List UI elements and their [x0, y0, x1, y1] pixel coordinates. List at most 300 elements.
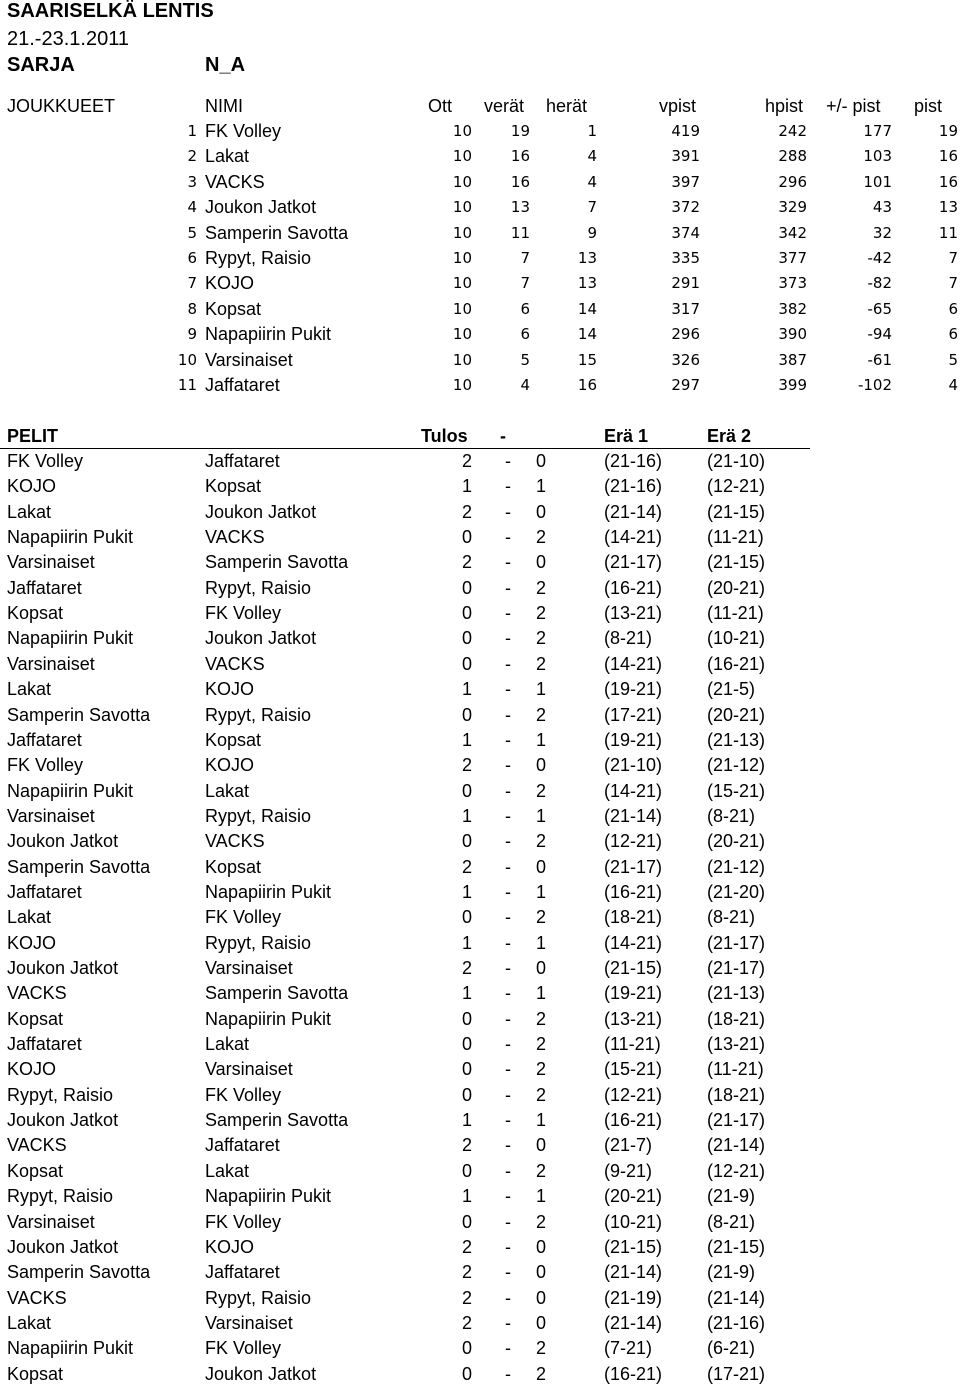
game-row: [0, 931, 960, 956]
game-home-team: Samperin Savotta: [7, 1262, 151, 1283]
col-hpist: hpist: [765, 96, 804, 116]
game-set1-score: (16-21): [604, 1363, 663, 1384]
game-away-sets: 0: [536, 958, 547, 978]
standings-row: [0, 195, 960, 220]
game-home-team: Joukon Jatkot: [7, 958, 119, 978]
game-away-team: Rypyt, Raisio: [205, 932, 312, 953]
game-score-dash: -: [505, 1110, 511, 1131]
game-set2-score: (21-14): [707, 1287, 766, 1308]
game-away-sets: 1: [536, 881, 547, 902]
game-set2-score: (21-17): [707, 1110, 766, 1131]
standings-vpist: 296: [671, 325, 700, 344]
standings-rank: 10: [177, 350, 197, 369]
game-set1-score: (11-21): [604, 1034, 661, 1055]
game-set2-score: (16-21): [707, 653, 766, 674]
standings-hpist: 399: [778, 376, 807, 394]
game-set1-score: (21-17): [604, 552, 663, 573]
game-score-dash: -: [505, 527, 511, 548]
game-home-sets: 1: [461, 932, 472, 953]
game-set1-score: (20-21): [604, 1186, 663, 1207]
game-row: [0, 1311, 960, 1336]
col-era2: Erä 2: [707, 426, 752, 446]
game-set1-score: (14-21): [604, 932, 663, 953]
game-away-sets: 2: [536, 1211, 547, 1232]
game-home-team: Kopsat: [7, 1363, 64, 1384]
standings-team-name: Joukon Jatkot: [205, 197, 317, 218]
game-home-sets: 1: [461, 476, 472, 497]
game-away-team: VACKS: [205, 527, 265, 548]
standings-team-name: Kopsat: [205, 298, 262, 319]
standings-hpist: 373: [778, 274, 807, 293]
game-home-sets: 0: [461, 1160, 472, 1181]
game-home-team: VACKS: [7, 1135, 67, 1156]
standings-plusminus: 177: [863, 122, 892, 140]
game-set2-score: (8-21): [707, 805, 756, 826]
standings-rank: 7: [187, 274, 197, 293]
game-home-sets: 0: [461, 1008, 472, 1029]
game-home-sets: 1: [461, 679, 472, 700]
game-set1-score: (14-21): [604, 527, 663, 548]
game-set2-score: (21-9): [707, 1262, 756, 1283]
game-set1-score: (10-21): [604, 1211, 663, 1232]
game-away-team: Rypyt, Raisio: [205, 805, 312, 826]
game-set1-score: (21-17): [604, 856, 663, 877]
game-score-dash: -: [505, 704, 511, 725]
standings-rank: 8: [187, 299, 197, 318]
standings-pist: 19: [938, 122, 958, 140]
game-row: [0, 1260, 960, 1285]
game-home-sets: 0: [461, 1059, 472, 1080]
game-home-team: Napapiirin Pukit: [7, 780, 134, 801]
game-set2-score: (18-21): [707, 1008, 766, 1029]
game-score-dash: -: [505, 881, 511, 902]
game-home-team: KOJO: [7, 1059, 57, 1080]
game-score-dash: -: [505, 1236, 511, 1257]
standings-plusminus: 32: [872, 223, 892, 242]
game-set2-score: (12-21): [707, 1160, 766, 1181]
game-home-sets: 1: [461, 1110, 472, 1131]
standings-plusminus: -82: [867, 274, 892, 293]
game-row: [0, 1184, 960, 1209]
game-home-team: Varsinaiset: [7, 653, 95, 674]
game-score-dash: -: [505, 653, 511, 674]
standings-row: [0, 322, 960, 347]
game-home-team: Joukon Jatkot: [7, 1236, 119, 1257]
standings-hpist: 242: [778, 122, 807, 140]
standings-rank: 3: [187, 172, 197, 191]
game-home-team: Kopsat: [7, 603, 64, 624]
game-set2-score: (21-5): [707, 679, 756, 700]
game-away-team: VACKS: [205, 653, 265, 674]
col-pist: pist: [914, 96, 943, 116]
game-score-dash: -: [505, 983, 511, 1004]
game-set2-score: (21-10): [707, 451, 766, 471]
game-row: [0, 1336, 960, 1361]
game-away-sets: 0: [536, 501, 547, 522]
game-set1-score: (19-21): [604, 729, 663, 750]
game-home-team: Lakat: [7, 1312, 52, 1333]
game-set2-score: (10-21): [707, 628, 766, 649]
standings-verat: 13: [510, 198, 530, 217]
game-home-team: Napapiirin Pukit: [7, 527, 134, 548]
game-away-team: Joukon Jatkot: [205, 628, 317, 649]
game-set2-score: (21-13): [707, 983, 766, 1004]
game-score-dash: -: [505, 1084, 511, 1105]
game-score-dash: -: [505, 1034, 511, 1055]
game-set2-score: (21-15): [707, 552, 766, 573]
game-set2-score: (20-21): [707, 704, 766, 725]
game-set1-score: (21-7): [604, 1135, 653, 1156]
col-verat: verät: [484, 96, 525, 116]
game-score-dash: -: [505, 1338, 511, 1359]
game-set2-score: (17-21): [707, 1363, 766, 1384]
game-score-dash: -: [505, 1312, 511, 1333]
standings-ott: 10: [452, 350, 472, 369]
game-home-team: Samperin Savotta: [7, 704, 151, 725]
standings-plusminus: -42: [867, 249, 892, 267]
game-row: [0, 677, 960, 702]
game-row: [0, 550, 960, 575]
game-home-team: Varsinaiset: [7, 1211, 95, 1232]
game-away-team: Napapiirin Pukit: [205, 1008, 332, 1029]
game-row: [0, 1007, 960, 1032]
standings-row: [0, 246, 960, 271]
game-score-dash: -: [505, 831, 511, 852]
game-home-sets: 0: [461, 527, 472, 548]
game-home-team: Kopsat: [7, 1160, 64, 1181]
standings-header: [0, 94, 960, 119]
game-away-sets: 0: [536, 1135, 547, 1156]
standings-rank: 9: [187, 325, 197, 344]
game-score-dash: -: [505, 628, 511, 649]
game-score-dash: -: [505, 1160, 511, 1181]
game-home-team: FK Volley: [7, 755, 84, 776]
game-home-sets: 2: [461, 958, 472, 978]
standings-vpist: 335: [671, 249, 700, 267]
standings-hpist: 288: [778, 147, 807, 166]
game-home-team: Jaffataret: [7, 729, 82, 750]
col-dash: -: [500, 426, 506, 446]
game-set2-score: (21-16): [707, 1312, 766, 1333]
standings-verat: 4: [520, 376, 530, 394]
game-home-team: Joukon Jatkot: [7, 1110, 119, 1131]
game-home-team: FK Volley: [7, 451, 84, 471]
standings-pist: 4: [948, 376, 958, 394]
game-row: [0, 779, 960, 804]
game-away-sets: 1: [536, 679, 547, 700]
standings-hpist: 382: [778, 299, 807, 318]
game-home-team: Varsinaiset: [7, 552, 95, 573]
game-away-sets: 2: [536, 1008, 547, 1029]
game-set2-score: (21-14): [707, 1135, 766, 1156]
game-home-sets: 0: [461, 1084, 472, 1105]
game-home-sets: 0: [461, 603, 472, 624]
col-joukkueet: JOUKKUEET: [7, 96, 116, 116]
game-home-sets: 2: [461, 451, 472, 471]
game-away-sets: 2: [536, 1084, 547, 1105]
game-set2-score: (8-21): [707, 1211, 756, 1232]
game-set1-score: (13-21): [604, 1008, 663, 1029]
standings-team-name: Varsinaiset: [205, 349, 293, 370]
standings-row: [0, 170, 960, 195]
game-home-sets: 2: [461, 501, 472, 522]
game-set1-score: (21-15): [604, 958, 663, 978]
game-row: [0, 981, 960, 1006]
standings-herat: 16: [577, 376, 597, 394]
game-home-team: VACKS: [7, 983, 67, 1004]
game-home-sets: 0: [461, 1338, 472, 1359]
game-away-sets: 2: [536, 1338, 547, 1359]
game-set2-score: (21-15): [707, 1236, 766, 1257]
game-away-sets: 2: [536, 653, 547, 674]
standings-pist: 7: [948, 249, 958, 267]
game-set2-score: (20-21): [707, 577, 766, 598]
game-away-sets: 2: [536, 704, 547, 725]
standings-vpist: 297: [671, 376, 700, 394]
game-set1-score: (13-21): [604, 603, 663, 624]
game-home-sets: 1: [461, 1186, 472, 1207]
game-away-team: Rypyt, Raisio: [205, 1287, 312, 1308]
game-set2-score: (13-21): [707, 1034, 766, 1055]
standings-row: [0, 221, 960, 246]
standings-row: [0, 373, 960, 398]
standings-verat: 16: [510, 172, 530, 191]
game-away-sets: 2: [536, 1363, 547, 1384]
standings-plusminus: 103: [863, 147, 892, 166]
game-home-team: Jaffataret: [7, 577, 82, 598]
col-herat: herät: [546, 96, 588, 116]
game-home-sets: 2: [461, 1312, 472, 1333]
game-away-team: Kopsat: [205, 729, 262, 750]
game-set2-score: (21-17): [707, 958, 766, 978]
game-away-team: Kopsat: [205, 476, 262, 497]
col-tulos: Tulos: [421, 426, 468, 446]
game-set1-score: (16-21): [604, 577, 663, 598]
game-home-sets: 2: [461, 1262, 472, 1283]
game-home-sets: 0: [461, 653, 472, 674]
game-set1-score: (21-19): [604, 1287, 663, 1308]
game-away-team: Napapiirin Pukit: [205, 881, 332, 902]
game-set1-score: (8-21): [604, 628, 653, 649]
game-row: [0, 1210, 960, 1235]
game-set1-score: (12-21): [604, 1084, 663, 1105]
game-away-team: Joukon Jatkot: [205, 501, 317, 522]
standings-plusminus: -61: [867, 350, 892, 369]
event-title: SAARISELKÄ LENTIS: [7, 0, 214, 22]
game-away-team: Jaffataret: [205, 1262, 280, 1283]
game-row: [0, 1032, 960, 1057]
standings-team-name: Samperin Savotta: [205, 222, 349, 243]
game-home-sets: 2: [461, 1236, 472, 1257]
game-home-team: Napapiirin Pukit: [7, 628, 134, 649]
standings-pist: 11: [938, 223, 958, 242]
game-away-sets: 0: [536, 755, 547, 776]
game-home-team: Rypyt, Raisio: [7, 1186, 114, 1207]
game-row: [0, 703, 960, 728]
game-away-sets: 1: [536, 1110, 547, 1131]
game-score-dash: -: [505, 729, 511, 750]
standings-herat: 14: [577, 299, 597, 318]
game-set1-score: (9-21): [604, 1160, 653, 1181]
game-score-dash: -: [505, 679, 511, 700]
game-score-dash: -: [505, 501, 511, 522]
standings-hpist: 390: [778, 325, 807, 344]
game-away-sets: 2: [536, 1034, 547, 1055]
col-pelit: PELIT: [7, 426, 59, 446]
game-away-sets: 1: [536, 1186, 547, 1207]
game-away-sets: 2: [536, 907, 547, 928]
game-away-sets: 0: [536, 1236, 547, 1257]
game-set2-score: (11-21): [707, 603, 764, 624]
game-score-dash: -: [505, 451, 511, 471]
game-row: [0, 652, 960, 677]
game-away-team: Rypyt, Raisio: [205, 577, 312, 598]
game-row: [0, 1286, 960, 1311]
game-home-sets: 0: [461, 831, 472, 852]
game-row: [0, 829, 960, 854]
game-row: [0, 525, 960, 550]
standings-row: [0, 297, 960, 322]
game-row: [0, 880, 960, 905]
game-set1-score: (14-21): [604, 780, 663, 801]
game-away-team: FK Volley: [205, 907, 282, 928]
game-row: [0, 474, 960, 499]
game-set1-score: (7-21): [604, 1338, 653, 1359]
games-header: [0, 424, 960, 449]
game-away-sets: 0: [536, 552, 547, 573]
standings-team-name: KOJO: [205, 273, 255, 294]
game-set1-score: (21-10): [604, 755, 663, 776]
standings-rank: 5: [187, 223, 197, 242]
game-away-sets: 2: [536, 780, 547, 801]
standings-verat: 5: [520, 350, 530, 369]
game-score-dash: -: [505, 1363, 511, 1384]
standings-herat: 14: [577, 325, 597, 344]
game-home-team: Napapiirin Pukit: [7, 1338, 134, 1359]
game-away-team: Samperin Savotta: [205, 983, 349, 1004]
standings-vpist: 374: [671, 223, 700, 242]
standings-plusminus: -94: [867, 325, 892, 344]
game-away-team: Varsinaiset: [205, 1059, 293, 1080]
game-away-team: FK Volley: [205, 1211, 282, 1232]
standings-verat: 11: [510, 223, 530, 242]
standings-row: [0, 144, 960, 169]
game-home-team: Varsinaiset: [7, 805, 95, 826]
game-row: [0, 601, 960, 626]
game-set2-score: (12-21): [707, 476, 766, 497]
game-score-dash: -: [505, 1262, 511, 1283]
game-set2-score: (21-12): [707, 755, 766, 776]
standings-ott: 10: [452, 376, 472, 394]
standings-vpist: 397: [671, 172, 700, 191]
game-home-sets: 0: [461, 1363, 472, 1384]
game-home-sets: 0: [461, 780, 472, 801]
game-home-sets: 0: [461, 1211, 472, 1232]
game-away-sets: 2: [536, 1059, 547, 1080]
standings-team-name: Napapiirin Pukit: [205, 324, 332, 345]
game-away-team: Samperin Savotta: [205, 1110, 349, 1131]
game-set1-score: (14-21): [604, 653, 663, 674]
game-set2-score: (11-21): [707, 1059, 764, 1080]
standings-row: [0, 271, 960, 296]
standings-ott: 10: [452, 172, 472, 191]
game-home-team: Kopsat: [7, 1008, 64, 1029]
game-away-sets: 0: [536, 1287, 547, 1308]
standings-pist: 13: [938, 198, 958, 217]
game-set1-score: (15-21): [604, 1059, 663, 1080]
game-home-sets: 0: [461, 1034, 472, 1055]
game-score-dash: -: [505, 603, 511, 624]
game-row: [0, 1235, 960, 1260]
standings-vpist: 317: [671, 299, 700, 318]
game-away-team: KOJO: [205, 679, 255, 700]
game-set2-score: (21-13): [707, 729, 766, 750]
game-row: [0, 1133, 960, 1158]
game-away-sets: 2: [536, 1160, 547, 1181]
game-away-team: Lakat: [205, 1034, 250, 1055]
game-score-dash: -: [505, 755, 511, 776]
game-set1-score: (16-21): [604, 1110, 663, 1131]
standings-plusminus: 101: [863, 172, 892, 191]
standings-verat: 6: [520, 325, 530, 344]
col-nimi: NIMI: [205, 96, 243, 116]
standings-team-name: FK Volley: [205, 121, 282, 141]
standings-pist: 16: [938, 172, 958, 191]
game-score-dash: -: [505, 805, 511, 826]
game-row: [0, 626, 960, 651]
game-home-sets: 2: [461, 552, 472, 573]
standings-herat: 13: [577, 249, 597, 267]
standings-ott: 10: [452, 122, 472, 140]
game-home-sets: 0: [461, 704, 472, 725]
game-away-sets: 1: [536, 932, 547, 953]
game-home-sets: 1: [461, 983, 472, 1004]
game-score-dash: -: [505, 1008, 511, 1029]
standings-row: [0, 119, 960, 144]
series-label: SARJA: [7, 54, 75, 76]
standings-verat: 19: [510, 122, 530, 140]
game-set2-score: (21-17): [707, 932, 766, 953]
game-away-sets: 0: [536, 451, 547, 471]
standings-pist: 5: [948, 350, 958, 369]
game-score-dash: -: [505, 1186, 511, 1207]
game-away-sets: 0: [536, 856, 547, 877]
game-away-sets: 1: [536, 805, 547, 826]
game-home-team: Joukon Jatkot: [7, 831, 119, 852]
standings-plusminus: 43: [872, 198, 892, 217]
game-set1-score: (21-14): [604, 1262, 663, 1283]
standings-plusminus: -102: [857, 376, 892, 394]
game-away-team: Lakat: [205, 1160, 250, 1181]
standings-hpist: 387: [778, 350, 807, 369]
game-away-team: Lakat: [205, 780, 250, 801]
game-home-team: Samperin Savotta: [7, 856, 151, 877]
game-home-team: Lakat: [7, 501, 52, 522]
game-away-team: Varsinaiset: [205, 1312, 293, 1333]
standings-herat: 9: [587, 223, 597, 242]
game-away-sets: 2: [536, 831, 547, 852]
game-home-sets: 0: [461, 628, 472, 649]
game-set2-score: (18-21): [707, 1084, 766, 1105]
game-home-team: Jaffataret: [7, 1034, 82, 1055]
standings-team-name: Lakat: [205, 146, 250, 167]
game-home-sets: 2: [461, 1287, 472, 1308]
game-set1-score: (21-16): [604, 476, 663, 497]
standings-pist: 6: [948, 325, 958, 344]
game-score-dash: -: [505, 780, 511, 801]
game-away-sets: 1: [536, 476, 547, 497]
game-home-team: KOJO: [7, 476, 57, 497]
